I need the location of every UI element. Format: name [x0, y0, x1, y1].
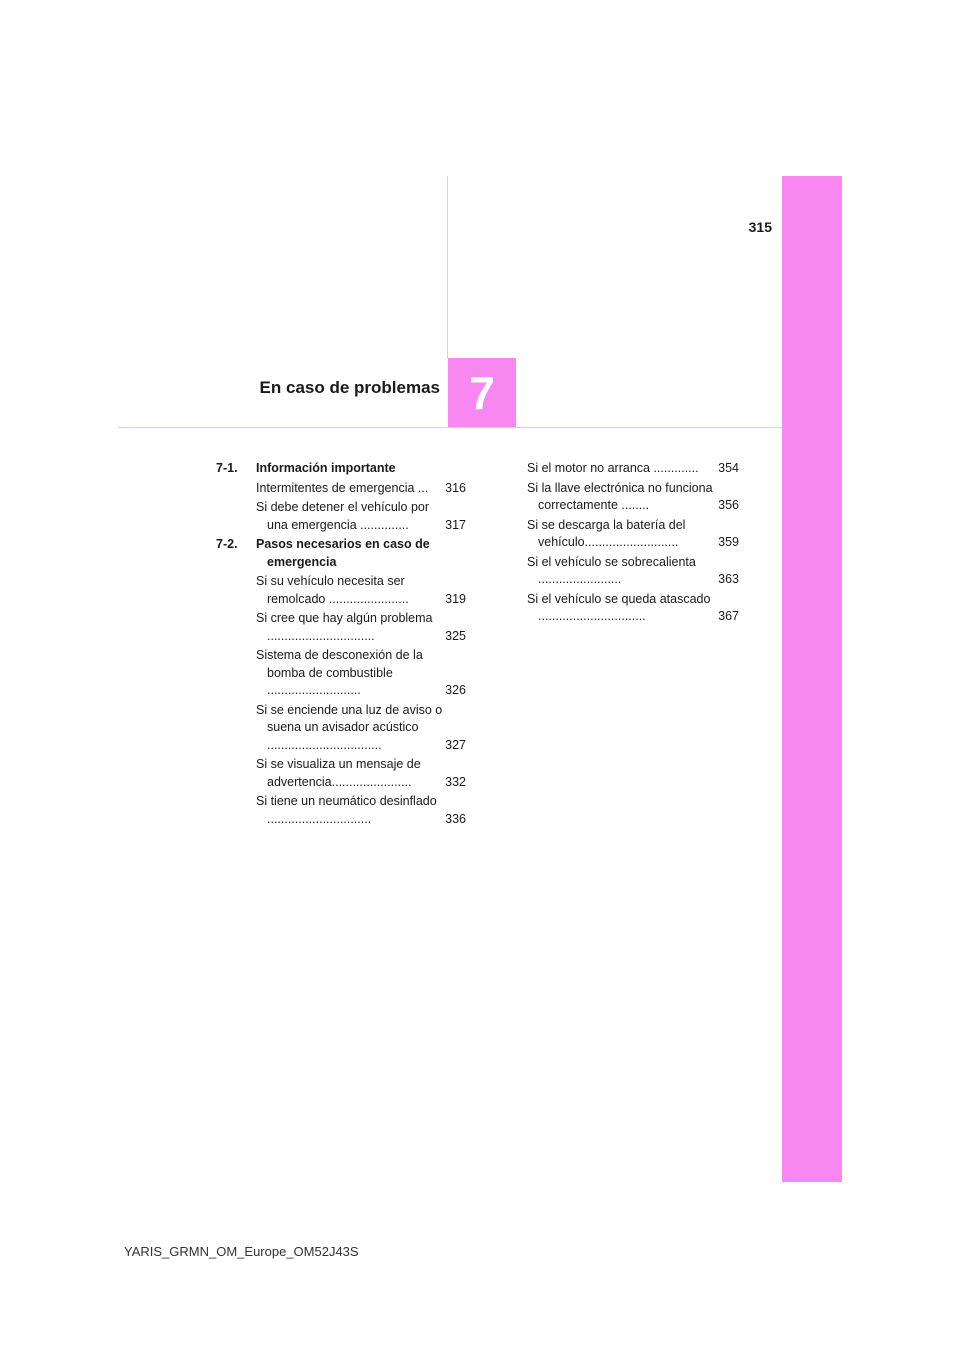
toc-entry-page: 367 [718, 609, 739, 623]
toc-entry-text: Si debe detener el vehículo por una emergencia .............. [256, 500, 430, 532]
chapter-number: 7 [469, 366, 495, 419]
section-title: Pasos necesarios en caso de emergencia [256, 537, 430, 569]
header-horizontal-rule [118, 427, 782, 428]
chapter-title: En caso de problemas [259, 378, 440, 397]
section-number: 7-1. [216, 461, 238, 475]
section-title: Información importante [256, 461, 396, 475]
toc-section-heading [216, 536, 466, 571]
toc-entry-page: 325 [445, 628, 466, 643]
toc-entry-text: Si el vehículo se sobrecalienta ........................ [527, 554, 696, 586]
toc-entry[interactable] [256, 499, 466, 534]
toc-entry-page: 327 [445, 737, 466, 752]
chapter-side-tab [782, 176, 842, 1182]
toc-entry[interactable] [256, 480, 466, 498]
toc-entry-text: Si el vehículo se queda atascado ............................... [527, 591, 711, 623]
header-vertical-rule [447, 176, 448, 359]
toc-entry-page: 363 [718, 572, 739, 586]
toc-entry-page: 356 [718, 498, 739, 512]
toc-entry-text: Si cree que hay algún problema ............................... [256, 611, 433, 643]
toc-entry-page: 332 [445, 774, 466, 789]
toc-entry[interactable] [256, 793, 466, 828]
toc-entry-page: 316 [445, 480, 466, 495]
toc-entry-page: 336 [445, 811, 466, 826]
toc-entry-text: Si la llave electrónica no funciona correctamente ........ [527, 480, 713, 512]
toc-left-column [216, 460, 466, 830]
toc-entry-page: 317 [445, 517, 466, 532]
toc-entry-text: Sistema de desconexión de la bomba de combustible ........................... [256, 648, 423, 697]
toc-entry-page: 354 [718, 461, 739, 475]
section-number: 7-2. [216, 537, 238, 551]
toc-entry-page: 359 [718, 535, 739, 549]
toc-entry[interactable] [527, 591, 739, 626]
toc-entry[interactable] [256, 573, 466, 608]
toc-entry-page: 319 [445, 591, 466, 606]
page-number: 315 [748, 219, 772, 235]
toc-entry[interactable] [256, 647, 466, 700]
toc-entry[interactable] [527, 480, 739, 515]
chapter-number-badge [448, 358, 516, 427]
toc-entry-text: Si el motor no arranca ............. [527, 461, 699, 475]
toc-entry-page: 326 [445, 683, 466, 697]
toc-entry[interactable] [256, 756, 466, 791]
toc-entry[interactable] [256, 702, 466, 755]
toc-entry-text: Si se visualiza un mensaje de advertencia....................... [256, 757, 421, 789]
toc-entry-text: Si tiene un neumático desinflado .............................. [256, 794, 437, 826]
toc-section-heading [216, 460, 466, 478]
toc-entry-text: Si su vehículo necesita ser remolcado ....................... [256, 574, 409, 606]
toc-entry-text: Si se descarga la batería del vehículo........................... [527, 517, 686, 549]
toc-right-column [527, 460, 739, 628]
footer-doc-id: YARIS_GRMN_OM_Europe_OM52J43S [124, 1244, 359, 1259]
toc-entry[interactable] [256, 610, 466, 645]
toc-entry-text: Si se enciende una luz de aviso o suena un avisador acústico ................................. [256, 702, 443, 752]
toc-entry-text: Intermitentes de emergencia ... [256, 480, 429, 495]
toc-entry[interactable] [527, 517, 739, 552]
toc-entry[interactable] [527, 554, 739, 589]
toc-entry[interactable] [527, 460, 739, 478]
